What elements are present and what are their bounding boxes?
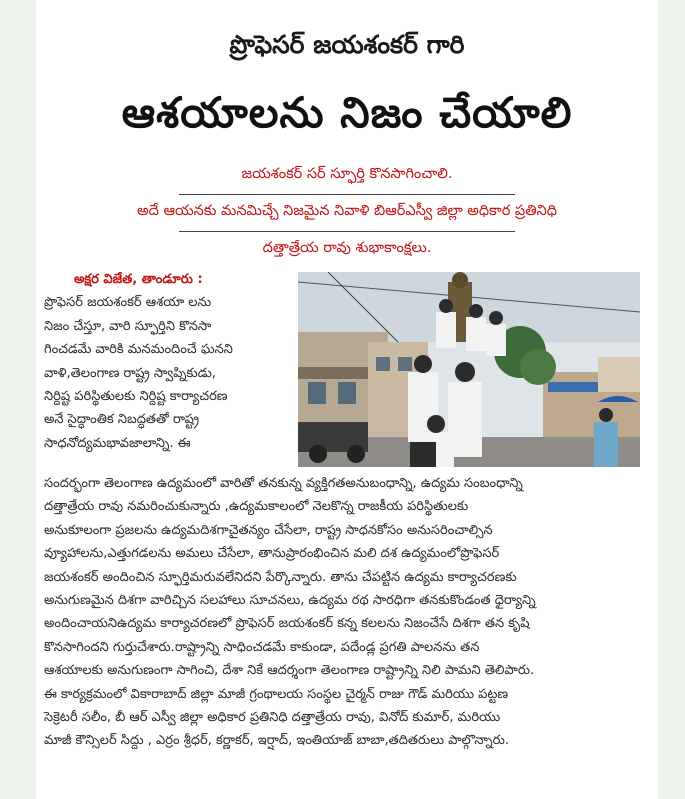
body-line: ఈ కార్యక్రమంలో వికారాబాద్ జిల్లా మాజీ గ్రంథాలయ సంస్థల చైర్మన్ రాజు గౌడ్ మరియు పట్టణ — [44, 686, 509, 702]
article-body-left — [44, 268, 298, 455]
body-line: ప్రొఫెసర్ జయశంకర్ ఆశయా లను — [44, 295, 212, 311]
photo-illustration — [298, 272, 640, 467]
article-body-full — [44, 472, 650, 753]
dateline: అక్షర విజేత, తాండూరు : — [74, 272, 203, 287]
body-line: దత్తాత్రేయ రావు నమరించుకున్నారు ,ఉద్యమకాలంలో నెలకొన్న రాజకీయ పరిస్థితులకు — [44, 499, 469, 515]
body-line: గించడమే వారికి మనమందించే ఘనని — [44, 342, 233, 358]
newspaper-clipping — [36, 0, 658, 799]
article-kicker: ప్రొఫెసర్ జయశంకర్ గారి — [229, 30, 465, 59]
body-line: నిర్దిష్ట పరిస్థితులకు నిర్దిష్ట కార్యాచరణ — [44, 389, 228, 405]
body-line: సెక్రెటరీ సలీం, బీ ఆర్ ఎస్వీ జిల్లా అధికార ప్రతినిధి దత్తాత్రేయ రావు, వినోద్ కుమార్, మరియు — [44, 710, 501, 726]
body-line: సందర్భంగా తెలంగాణ ఉద్యమంలో వారితో తనకున్న వ్యక్తిగతఅనుబంధాన్ని, ఉద్యమ సంబంధాన్ని — [44, 476, 523, 491]
body-line: అనుగుణమైన దిశగా వారిచ్చిన సలహాలు సూచనలు, ఉద్యమ రథ సారధిగా తనకుకొండంత ధైర్యాన్ని — [44, 593, 536, 609]
body-line: అందించాయనిఉద్యమ కార్యాచరణలో ప్రొఫెసర్ జయశంకర్ కన్న కలలను నిజంచేసే దిశగా తన కృషి — [44, 616, 530, 632]
body-line: మాజీ కౌన్సిలర్ సిద్దు , ఎర్రం శ్రీధర్, కర్ణాకర్, ఇర్షాద్, ఇంతియాజ్ బాబా,తదితరులు పాల్గొన్నారు. — [44, 733, 509, 749]
body-line: కొనసాగిందని గుర్తుచేశారు.రాష్ట్రాన్ని సాధించడమే కాకుండా, పదేండ్ల ప్రగతి పాలనను తన — [44, 639, 480, 655]
quote-line: అదే ఆయనకు మనమిచ్చే నిజమైన నివాళి బిఆర్ఎస్వీ జిల్లా అధికార ప్రతినిధి — [137, 203, 557, 219]
body-line: అనుకూలంగా ప్రజలను ఉద్యమదిశగాచైతన్యం చేసేలా, రాష్ట్ర సాధనకోసం అనుసరించాల్సిన — [44, 522, 493, 538]
quote-line: దత్తాత్రేయ రావు శుభాకాంక్షలు. — [262, 240, 432, 256]
body-line: నిజం చేస్తూ, వారి స్ఫూర్తిని కొనసా — [44, 318, 212, 334]
body-line: వాళి,తెలంగాణ రాష్ట్ర స్వాప్నికుడు, — [44, 365, 216, 381]
body-line: వ్యూహాలను,ఎత్తుగడలను అమలు చేసేలా, తానుప్రారంభించిన మలి దశ ఉద్యమంలోప్రొఫెసర్ — [44, 546, 500, 562]
body-line: సాధనోద్యమభావజాలాన్ని. ఈ — [44, 435, 191, 451]
body-line: ఆశయాలకు అనుగుణంగా సాగించి, దేశా నికే ఆదర్శంగా తెలంగాణ రాష్ట్రాన్ని నిలి పామని తెలిపారు. — [44, 663, 535, 679]
news-photo — [298, 272, 640, 467]
article-headline: ఆశయాలను నిజం చేయాలి — [121, 88, 573, 137]
body-line: జయశంకర్ అందించిన స్ఫూర్తిమరువలేనిదని పేర్కొన్నారు. తాను చేపట్టిన ఉద్యమ కార్యాచరణకు — [44, 569, 517, 585]
highlight-quote — [76, 158, 618, 268]
quote-line: జయశంకర్ సర్ స్ఫూర్తి కొనసాగించాలి. — [241, 166, 453, 182]
body-line: అనే సైద్ధాంతిక నిబద్ధతతో రాష్ట్ర — [44, 412, 200, 428]
